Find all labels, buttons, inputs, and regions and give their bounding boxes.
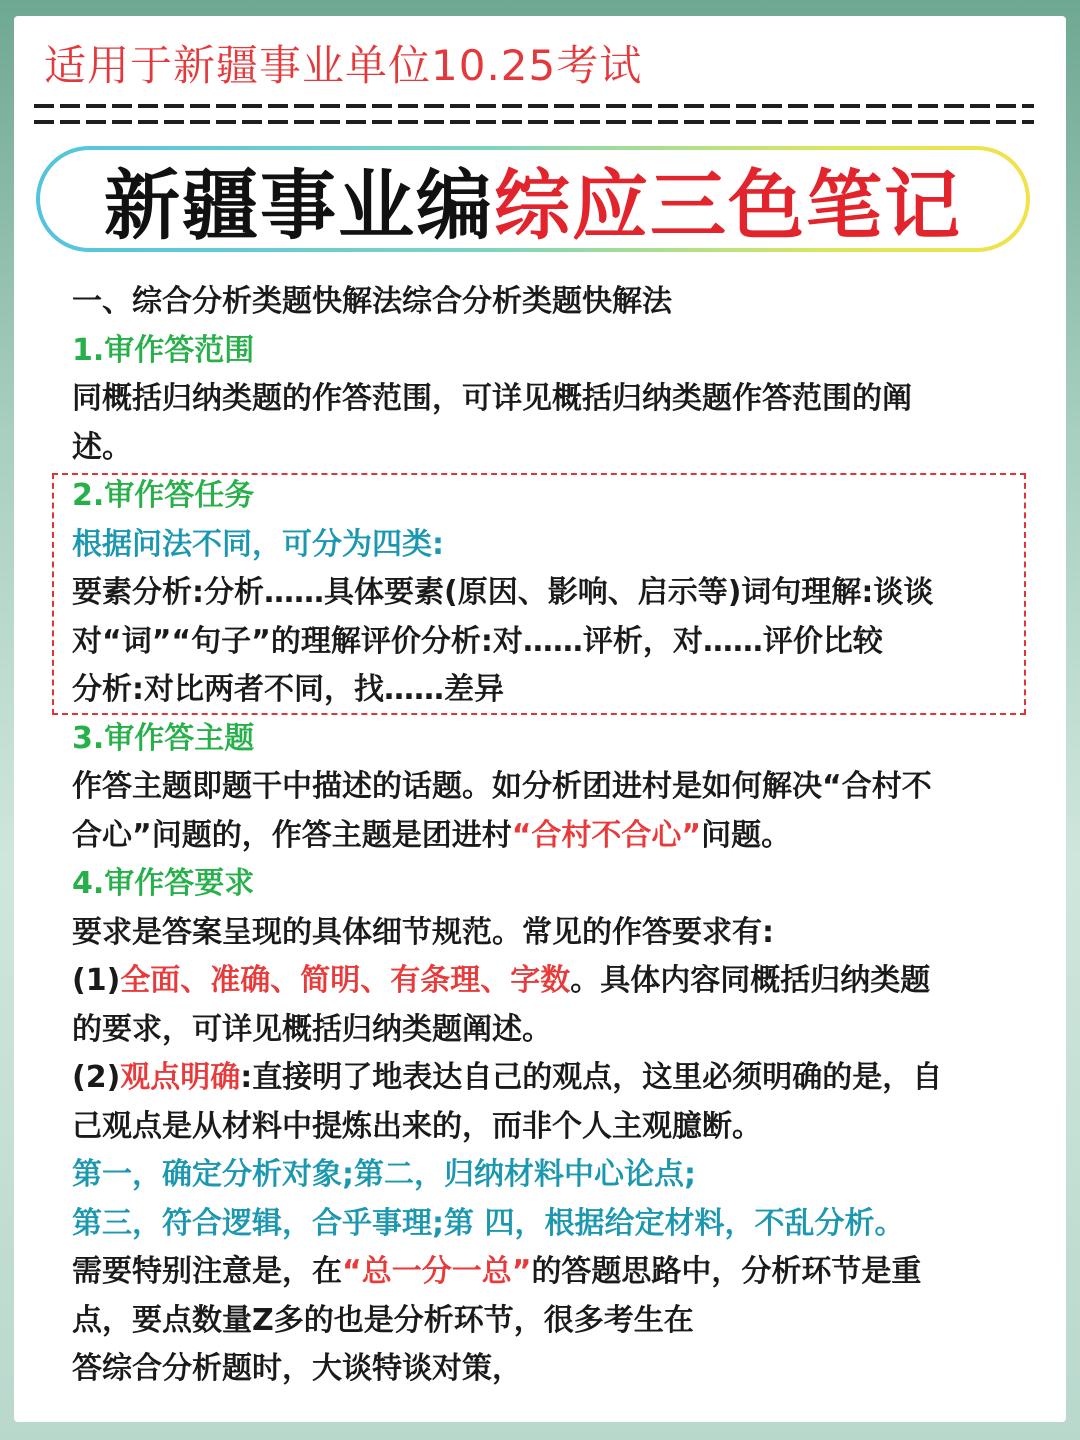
section-4-line: 要求是答案呈现的具体细节规范。常见的作答要求有: [72,914,774,950]
point-2-highlight: 观点明确 [120,1060,241,1095]
note-highlight: “总一分一总” [342,1254,532,1289]
section-2-subtitle: 根据问法不同，可分为四类: [72,526,444,562]
page-title [104,145,962,254]
point-2-text: :直接明了地表达自己的观点，这里必须明确的是，自 [240,1060,943,1095]
section-3-highlight: “合村不合心” [511,817,702,853]
title-red-part: 综应三色笔记 [494,160,962,250]
section-heading: 一、综合分析类题快解法综合分析类题快解法 [72,284,672,319]
section-2-line: 要素分析:分析……具体要素(原因、影响、启示等)词句理解:谈谈 [72,575,934,610]
analysis-steps-line: 第三，符合逻辑，合乎事理;第 四，根据给定材料，不乱分析。 [72,1205,905,1241]
exam-applicability-note: 适用于新疆事业单位10.25考试 [44,41,643,90]
double-line-separator [34,104,1034,124]
point-1-highlight: 全面、准确、简明、有条理、字数 [120,963,571,998]
point-number: (1) [72,963,121,998]
note-line: 点，要点数量Z多的也是分析环节，很多考生在 [72,1302,694,1338]
point-number: (2) [72,1060,121,1095]
note-line [72,1248,1052,1297]
section-4-point-1 [72,957,1052,1006]
title-banner [36,146,1030,252]
section-3-title: 3.审作答主题 [72,720,255,756]
section-2-line: 对“词”“句子”的理解评价分析:对……评析，对……评价比较 [72,623,883,659]
section-4-line: 己观点是从材料中提炼出来的，而非个人主观臆断。 [72,1108,762,1144]
section-1-line: 同概括归纳类题的作答范围，可详见概括归纳类题作答范围的阐 [72,381,912,416]
point-1-text: 。具体内容同概括归纳类题 [570,963,931,998]
title-dark-part: 新疆事业编 [104,160,494,250]
section-1-title: 1.审作答范围 [72,332,255,368]
note-line: 答综合分析题时，大谈特谈对策， [72,1351,522,1386]
note-text: 需要特别注意是，在 [72,1254,342,1289]
section-4-point-2 [72,1054,1052,1103]
section-2-line: 分析:对比两者不同，找……差异 [72,672,504,707]
section-3-line: 作答主题即题干中描述的话题。如分析团进村是如何解决“合村不 [72,769,932,804]
note-text: 的答题思路中，分析环节是重 [531,1254,922,1289]
section-3-line [72,812,1052,861]
section-3-text: 合心”问题的，作答主题是团进村 [72,817,512,853]
analysis-steps-line: 第一，确定分析对象;第二，归纳材料中心论点; [72,1157,696,1192]
section-3-text: 问题。 [701,817,792,853]
section-1-line: 述。 [72,429,132,465]
section-4-line: 的要求，可详见概括归纳类题阐述。 [72,1011,552,1047]
section-2-title: 2.审作答任务 [72,478,255,513]
section-4-title: 4.审作答要求 [72,866,255,901]
title-banner-inner [40,150,1026,248]
notes-body [72,278,1052,1394]
